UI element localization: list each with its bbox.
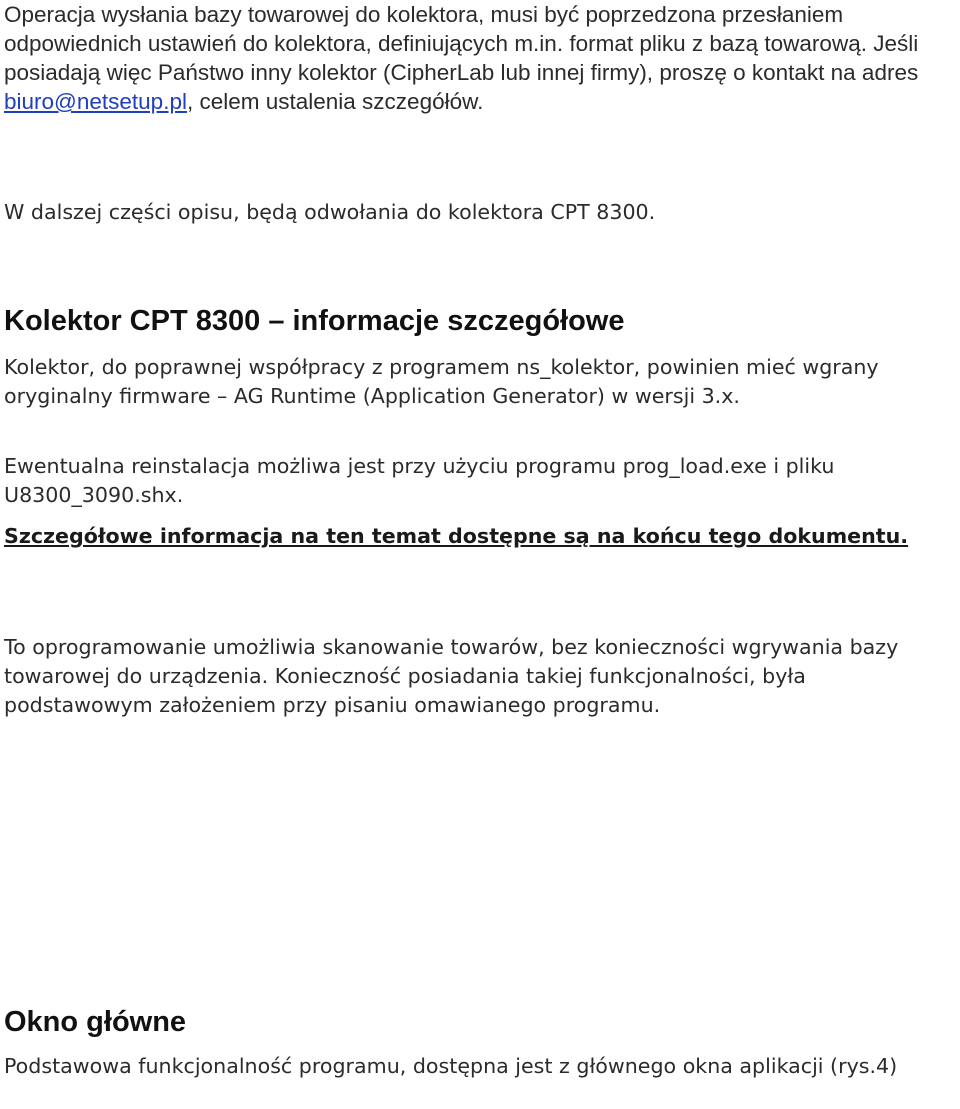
note-paragraph: W dalszej części opisu, będą odwołania do kolektora CPT 8300. [4, 200, 656, 224]
details-link[interactable]: Szczegółowe informacja na ten temat dostępne są na końcu tego dokumentu. [4, 524, 909, 548]
section-heading-main-window: Okno główne [4, 1006, 187, 1038]
email-link[interactable]: biuro@netsetup.pl [4, 89, 187, 114]
intro-text-before-link: Operacja wysłania bazy towarowej do kolektora, musi być poprzedzona przesłaniem odpowiednich ustawień do kolektora, definiujących m.in. format pliku z bazą towarową. Jeśli posiadają więc Państwo inny kolektor (CipherLab lub innej firmy), proszę o kontakt na adres [4, 2, 919, 85]
intro-paragraph [4, 0, 959, 116]
intro-text-after-link: , celem ustalenia szczegółów. [186, 89, 484, 114]
cpt-paragraph-reinstall: Ewentualna reinstalacja możliwa jest przy użyciu programu prog_load.exe i pliku U8300_3090.shx. [4, 454, 835, 507]
cpt-paragraph-firmware: Kolektor, do poprawnej współpracy z programem ns_kolektor, powinien mieć wgrany oryginalny firmware – AG Runtime (Application Generator) w wersji 3.x. [4, 355, 879, 408]
scanning-paragraph: To oprogramowanie umożliwia skanowanie towarów, bez konieczności wgrywania bazy towarowej do urządzenia. Konieczność posiadania takiej funkcjonalności, była podstawowym założeniem przy pisaniu omawianego programu. [4, 635, 899, 717]
main-window-paragraph: Podstawowa funkcjonalność programu, dostępna jest z głównego okna aplikacji (rys.4) [4, 1054, 898, 1078]
section-heading-cpt8300: Kolektor CPT 8300 – informacje szczegółowe [4, 305, 625, 337]
